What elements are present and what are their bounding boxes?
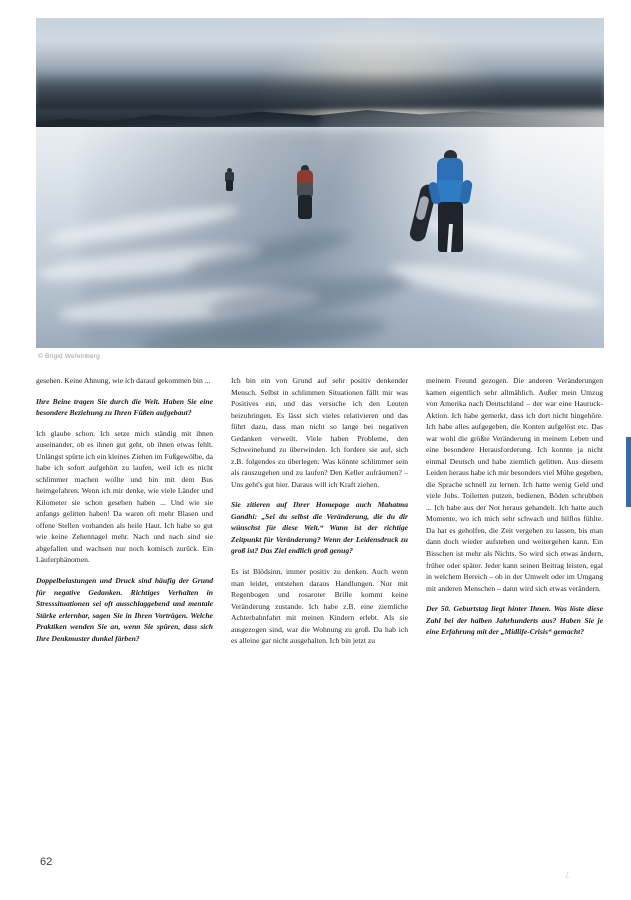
interview-question: Doppelbelastungen und Druck sind häufig der Grund für negative Gedanken. Richtiges Verhalten in Stresssituationen sei oft ausschlaggebend und mentale Stärke erlernbar, sagen Sie in Ihren Vorträgen. Welche Praktiken wenden Sie an, wenn Sie spüren, dass sich Ihre Denkmuster dunkel färben? xyxy=(36,575,213,643)
paragraph: meinem Freund gezogen. Die anderen Veränderungen kamen eigentlich sehr allmählich. Außer mein Umzug von Amerika nach Deutschland – der war eine Hauruck-Aktion. Ich habe gemerkt, dass ich dort nicht hingehöre. Ich habe alles aufgegeben, die Konten aufgelöst etc. Das war wohl die größte Veränderung in meinem Leben und eine besondere Herausforderung. Ich konnte ja nicht einmal Deutsch und habe ziemlich gelitten. Aus diesem Leiden heraus habe ich mir besonders viel Mühe gegeben, die Sprache schnell zu lernen. Ich hatte wenig Geld und viele Jobs. Toiletten putzen, bedienen, Böden schrubben ... Ich habe aus der Not heraus gehandelt. Ich hatte auch Momente, wo ich mich sehr schwach und hilflos fühlte. Da hat es geholfen, die Zeit vergehen zu lassen, bis man dann doch wieder aufstehen und weitergehen kann. Ein Bisschen ist mehr als Nichts. So wird sich etwas ändern, früher oder später. Jeder kann seinen Beitrag leisten, egal in welchem Bereich – ob in der Umwelt oder im Umgang mit anderen Menschen – dann wird sich etwas verändern. xyxy=(426,376,603,593)
corner-mark: ¿ xyxy=(565,869,569,878)
paragraph: gesehen. Keine Ahnung, wie ich darauf gekommen bin ... xyxy=(36,376,211,385)
text-column-1 xyxy=(36,375,213,835)
interview-question: Sie zitieren auf Ihrer Homepage auch Mahatma Gandhi: „Sei du selbst die Veränderung, die du dir wünschst für diese Welt.“ Wann ist der richtige Zeitpunkt für Veränderung? Wenn der Leidensdruck zu groß ist? Das Ziel endlich groß genug? xyxy=(231,500,408,556)
snowfield xyxy=(36,127,604,348)
snow-drift xyxy=(387,256,604,316)
text-column-2 xyxy=(231,375,408,835)
hiker-legs xyxy=(298,195,312,219)
paragraph: Ich glaube schon. Ich setze mich ständig mit ihnen auseinander, ob es ihnen gut geht, ob ihnen etwas fehlt. Unlängst spürte ich ein kleines Ziehen im Fußgewölbe, da habe ich sofort aufgehört zu laufen, weil ich es nicht schlimmer machen wollte und bin mit dem Bus heimgefahren. Wenn ich mir denke, wie viele Länder und Kilometer sie schon gesehen haben ... Und wie sie anfangs gelitten haben! Da waren oft mehr Blasen und offene Stellen vorhanden als heile Haut. Ich habe so gut wie keine Zehennagel mehr. Nach und nach sind sie abgefallen und wachsen nur noch komisch zurück. Ein Läuferphänomen. xyxy=(36,428,213,565)
text-column-3 xyxy=(426,375,603,835)
hiker-foreground xyxy=(425,150,477,258)
interview-question: Ihre Beine tragen Sie durch die Welt. Haben Sie eine besondere Beziehung zu Ihren Füßen aufgebaut? xyxy=(36,396,213,418)
article-columns xyxy=(36,375,604,835)
edge-color-tab xyxy=(626,437,631,507)
cloud-band xyxy=(36,71,604,111)
photo-credit: © Brigid Wefelnberg xyxy=(38,353,100,360)
hiker-background xyxy=(223,168,235,192)
interview-question: Der 50. Geburtstag liegt hinter Ihnen. Was löste diese Zahl bei der halben Jahrhunderts aus? Haben Sie je eine Erfahrung mit der „Midlife-Crisis“ gemacht? xyxy=(426,604,603,637)
photo-canvas xyxy=(36,18,604,348)
paragraph: Es ist Blödsinn, immer positiv zu denken. Auch wenn man leidet, entstehen daraus Handlungen. Nur mit Regenbogen und rosaroter Brille kommt keine Veränderung zustande. Ich habe z.B. eine ziemliche Achterbahnfahrt mit meinen Kindern erlebt. Als sie ausgezogen sind, war die Wohnung zu groß. Da hab ich es alleine gar nicht ausgehalten. Ich bin jetzt zu xyxy=(231,566,408,646)
page-number: 62 xyxy=(40,856,53,868)
snow-mountain-hikers-photo xyxy=(36,18,604,348)
hiker-midground xyxy=(292,165,318,221)
snow-shadow xyxy=(205,268,411,325)
hiker-legs xyxy=(226,180,233,191)
snow-drift xyxy=(47,200,241,250)
paragraph: Ich bin ein von Grund auf sehr positiv denkender Mensch. Selbst in schlimmen Situationen fällt mir was Positives ein, und das versuche ich den Leuten beizubringen. Es lässt sich vieles relativieren und das führt dazu, dass man nicht so lange bei negativen Gedanken verweilt. Viele haben Probleme, den Schweinehund zu überwinden. Ich fordere sie auf, sich z.B. folgendes zu überlegen: Was könnte schlimmer sein als rauszugehen und zu laufen? Den Keller aufräumen? – Uns geht's gut hier. Daraus will ich Kraft ziehen. xyxy=(231,376,408,489)
